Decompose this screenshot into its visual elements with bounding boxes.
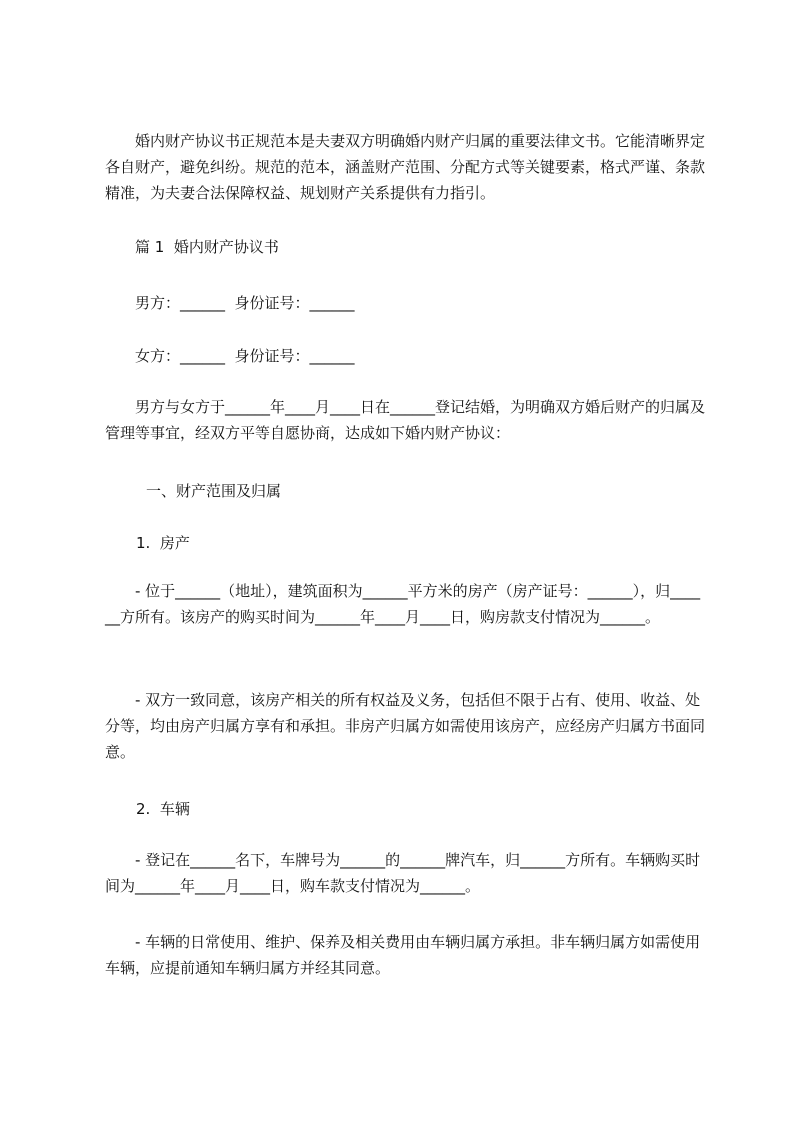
agreement-title: 篇 1 婚内财产协议书: [135, 238, 279, 256]
section-1-heading: 一、财产范围及归属: [146, 482, 282, 500]
section-1-1-heading: 1. 房产: [136, 534, 190, 552]
house-clause-1: - 位于______（地址），建筑面积为______平方米的房产（房产证号：______），归______方所有。该房产的购买时间为______年____月____日，购房款支付情况为______。: [105, 582, 701, 626]
car-clause-1: - 登记在______名下，车牌号为______的______牌汽车，归______方所有。车辆购买时间为______年____月____日，购车款支付情况为______。: [105, 851, 701, 895]
house-clause-2: - 双方一致同意，该房产相关的所有权益及义务，包括但不限于占有、使用、收益、处分等，均由房产归属方享有和承担。非房产归属方如需使用该房产，应经房产归属方书面同意。: [105, 691, 706, 761]
male-party-line: 男方：______ 身份证号：______: [135, 294, 355, 312]
preamble-paragraph: 男方与女方于______年____月____日在______登记结婚，为明确双方婚后财产的归属及管理等事宜，经双方平等自愿协商，达成如下婚内财产协议：: [105, 398, 706, 442]
section-1-2-heading: 2. 车辆: [136, 800, 190, 818]
female-party-line: 女方：______ 身份证号：______: [135, 347, 355, 365]
car-clause-2: - 车辆的日常使用、维护、保养及相关费用由车辆归属方承担。非车辆归属方如需使用车辆，应提前通知车辆归属方并经其同意。: [105, 933, 701, 977]
intro-paragraph: 婚内财产协议书正规范本是夫妻双方明确婚内财产归属的重要法律文书。它能清晰界定各自财产，避免纠纷。规范的范本，涵盖财产范围、分配方式等关键要素，格式严谨、条款精准，为夫妻合法保障权益、规划财产关系提供有力指引。: [105, 132, 706, 202]
